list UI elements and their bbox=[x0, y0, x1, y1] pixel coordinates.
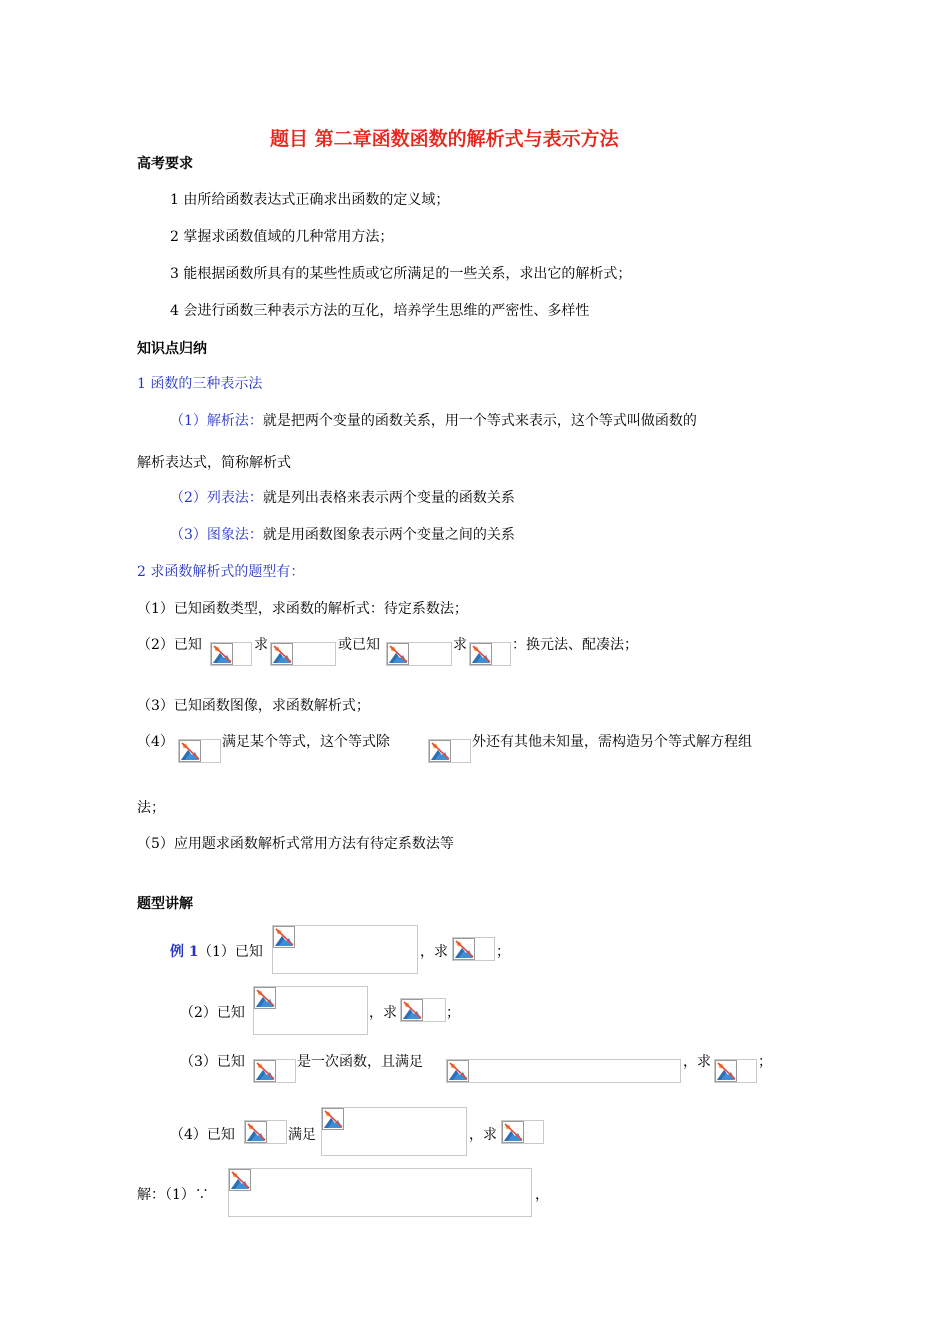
broken-image-icon bbox=[714, 1059, 757, 1083]
problem-type-1: （1）已知函数类型，求函数的解析式：待定系数法； bbox=[137, 601, 468, 617]
method-text: 就是列出表格来表示两个变量的函数关系 bbox=[262, 490, 515, 506]
problem-type-3: （3）已知函数图像，求函数解析式； bbox=[137, 698, 370, 714]
text: 求 bbox=[453, 637, 467, 653]
method-label: （1）解析法： bbox=[170, 413, 263, 429]
text: ， bbox=[535, 1187, 549, 1203]
text: 满足某个等式，这个等式除 bbox=[222, 734, 390, 750]
broken-image-icon bbox=[228, 1168, 532, 1217]
text: 满足 bbox=[288, 1127, 316, 1143]
section-heading-knowledge: 知识点归纳 bbox=[137, 341, 207, 357]
solution-start: 解：（1）∵ bbox=[137, 1187, 209, 1203]
section-heading-examples: 题型讲解 bbox=[137, 896, 193, 912]
broken-image-icon bbox=[253, 1059, 296, 1083]
broken-image-icon bbox=[210, 642, 252, 666]
method-analytic bbox=[170, 410, 697, 430]
text: 或已知 bbox=[338, 637, 380, 653]
method-label: （3）图象法： bbox=[170, 527, 263, 543]
text: （2）已知 bbox=[180, 1005, 245, 1021]
text: （3）已知 bbox=[180, 1054, 245, 1070]
requirement-item: 3 能根据函数所具有的某些性质或它所满足的一些关系，求出它的解析式； bbox=[170, 266, 632, 282]
page-title: 题目 第二章函数函数的解析式与表示方法 bbox=[270, 128, 619, 150]
text: ，求 bbox=[420, 944, 448, 960]
text: ，求 bbox=[469, 1127, 497, 1143]
broken-image-icon bbox=[244, 1120, 287, 1144]
text: ，求 bbox=[683, 1054, 711, 1070]
section-heading-gaokao: 高考要求 bbox=[137, 156, 193, 172]
broken-image-icon bbox=[452, 937, 495, 961]
text: （4） bbox=[137, 734, 174, 750]
example-label: 例 1 bbox=[170, 944, 199, 960]
subheading-problem-types: 2 求函数解析式的题型有： bbox=[137, 564, 305, 580]
broken-image-icon bbox=[321, 1107, 467, 1156]
method-analytic-cont: 解析表达式，简称解析式 bbox=[137, 455, 291, 471]
broken-image-icon bbox=[400, 998, 446, 1022]
text: 求 bbox=[254, 637, 268, 653]
method-text: 就是把两个变量的函数关系，用一个等式来表示，这个等式叫做函数的 bbox=[262, 413, 697, 429]
broken-image-icon bbox=[469, 642, 511, 666]
problem-type-5: （5）应用题求函数解析式常用方法有待定系数法等 bbox=[137, 836, 454, 852]
method-graph bbox=[170, 524, 515, 544]
broken-image-icon bbox=[501, 1120, 544, 1144]
text: ：换元法、配凑法； bbox=[512, 637, 638, 653]
text: （4）已知 bbox=[170, 1127, 235, 1143]
broken-image-icon bbox=[270, 642, 336, 666]
broken-image-icon bbox=[386, 642, 452, 666]
method-table bbox=[170, 487, 515, 507]
text: ； bbox=[496, 944, 510, 960]
broken-image-icon bbox=[178, 739, 221, 763]
text: 法； bbox=[137, 800, 165, 816]
text: （2）已知 bbox=[137, 637, 202, 653]
text: ，求 bbox=[369, 1005, 397, 1021]
requirement-item: 1 由所给函数表达式正确求出函数的定义域； bbox=[170, 192, 450, 208]
text: 外还有其他未知量，需构造另个等式解方程组 bbox=[472, 734, 752, 750]
method-label: （2）列表法： bbox=[170, 490, 263, 506]
subheading-representations: 1 函数的三种表示法 bbox=[137, 376, 263, 392]
method-text: 就是用函数图象表示两个变量之间的关系 bbox=[262, 527, 515, 543]
broken-image-icon bbox=[428, 739, 471, 763]
text: 是一次函数，且满足 bbox=[297, 1054, 423, 1070]
text: ； bbox=[446, 1005, 460, 1021]
text: （1）已知 bbox=[198, 944, 263, 960]
broken-image-icon bbox=[272, 925, 418, 974]
requirement-item: 2 掌握求函数值域的几种常用方法； bbox=[170, 229, 394, 245]
text: ； bbox=[758, 1054, 772, 1070]
broken-image-icon bbox=[446, 1059, 681, 1083]
requirement-item: 4 会进行函数三种表示方法的互化，培养学生思维的严密性、多样性 bbox=[170, 303, 590, 319]
broken-image-icon bbox=[253, 986, 368, 1035]
